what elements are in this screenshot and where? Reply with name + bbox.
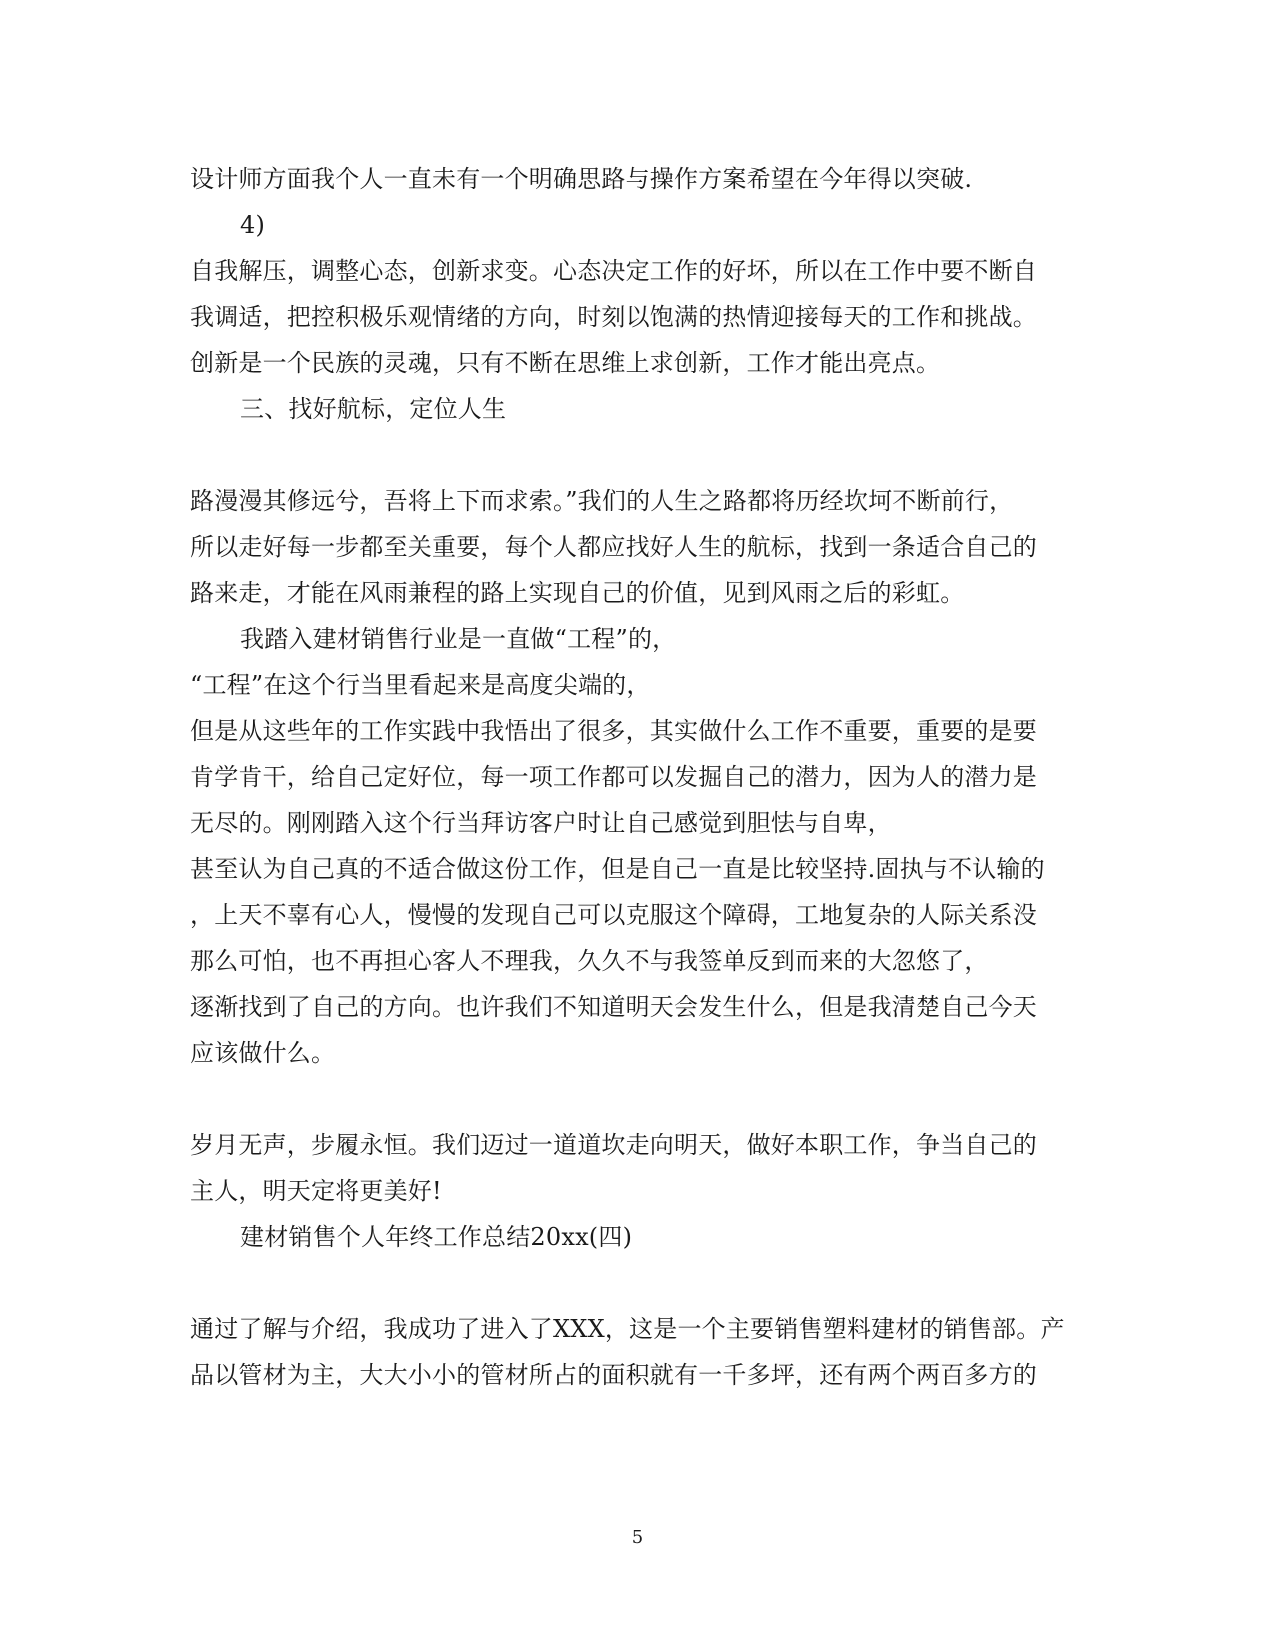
page-number: 5 — [631, 1527, 644, 1548]
text-line: 岁月无声，步履永恒。我们迈过一道道坎走向明天，做好本职工作，争当自己的 — [190, 1131, 1037, 1159]
text-line: 主人，明天定将更美好! — [190, 1177, 442, 1205]
text-line: 那么可怕，也不再担心客人不理我，久久不与我签单反到而来的大忽悠了， — [190, 947, 989, 975]
text-line: 通过了解与介绍，我成功了进入了XXX，这是一个主要销售塑料建材的销售部。产 — [190, 1315, 1065, 1343]
text-line: 所以走好每一步都至关重要，每个人都应找好人生的航标，找到一条适合自己的 — [190, 533, 1037, 561]
text-line: 我调适，把控积极乐观情绪的方向，时刻以饱满的热情迎接每天的工作和挑战。 — [190, 303, 1037, 331]
text-line: 甚至认为自己真的不适合做这份工作，但是自己一直是比较坚持.固执与不认输的 — [190, 855, 1045, 883]
text-line: 无尽的。刚刚踏入这个行当拜访客户时让自己感觉到胆怯与自卑， — [190, 809, 892, 837]
text-line: 应该做什么。 — [190, 1039, 336, 1067]
text-line: 肯学肯干，给自己定好位，每一项工作都可以发掘自己的潜力，因为人的潜力是 — [190, 763, 1037, 791]
text-line: 但是从这些年的工作实践中我悟出了很多，其实做什么工作不重要，重要的是要 — [190, 717, 1037, 745]
text-line: 路来走，才能在风雨兼程的路上实现自己的价值，见到风雨之后的彩虹。 — [190, 579, 965, 607]
text-line: 我踏入建材销售行业是一直做“工程”的， — [240, 625, 677, 653]
text-line: 逐渐找到了自己的方向。也许我们不知道明天会发生什么，但是我清楚自己今天 — [190, 993, 1037, 1021]
section-heading: 建材销售个人年终工作总结20xx(四) — [240, 1223, 633, 1251]
text-line: 品以管材为主，大大小小的管材所占的面积就有一千多坪，还有两个两百多方的 — [190, 1361, 1037, 1389]
text-line: 路漫漫其修远兮，吾将上下而求索。”我们的人生之路都将历经坎坷不断前行， — [190, 487, 1014, 515]
section-heading: 三、找好航标，定位人生 — [240, 395, 507, 423]
text-line: 设计师方面我个人一直未有一个明确思路与操作方案希望在今年得以突破. — [190, 165, 973, 193]
list-marker: 4) — [240, 211, 266, 239]
text-line: “工程”在这个行当里看起来是高度尖端的， — [190, 671, 651, 699]
text-line: 创新是一个民族的灵魂，只有不断在思维上求创新，工作才能出亮点。 — [190, 349, 941, 377]
text-line: 自我解压，调整心态，创新求变。心态决定工作的好坏，所以在工作中要不断自 — [190, 257, 1037, 285]
text-line: ，上天不辜有心人，慢慢的发现自己可以克服这个障碍，工地复杂的人际关系没 — [190, 901, 1037, 929]
